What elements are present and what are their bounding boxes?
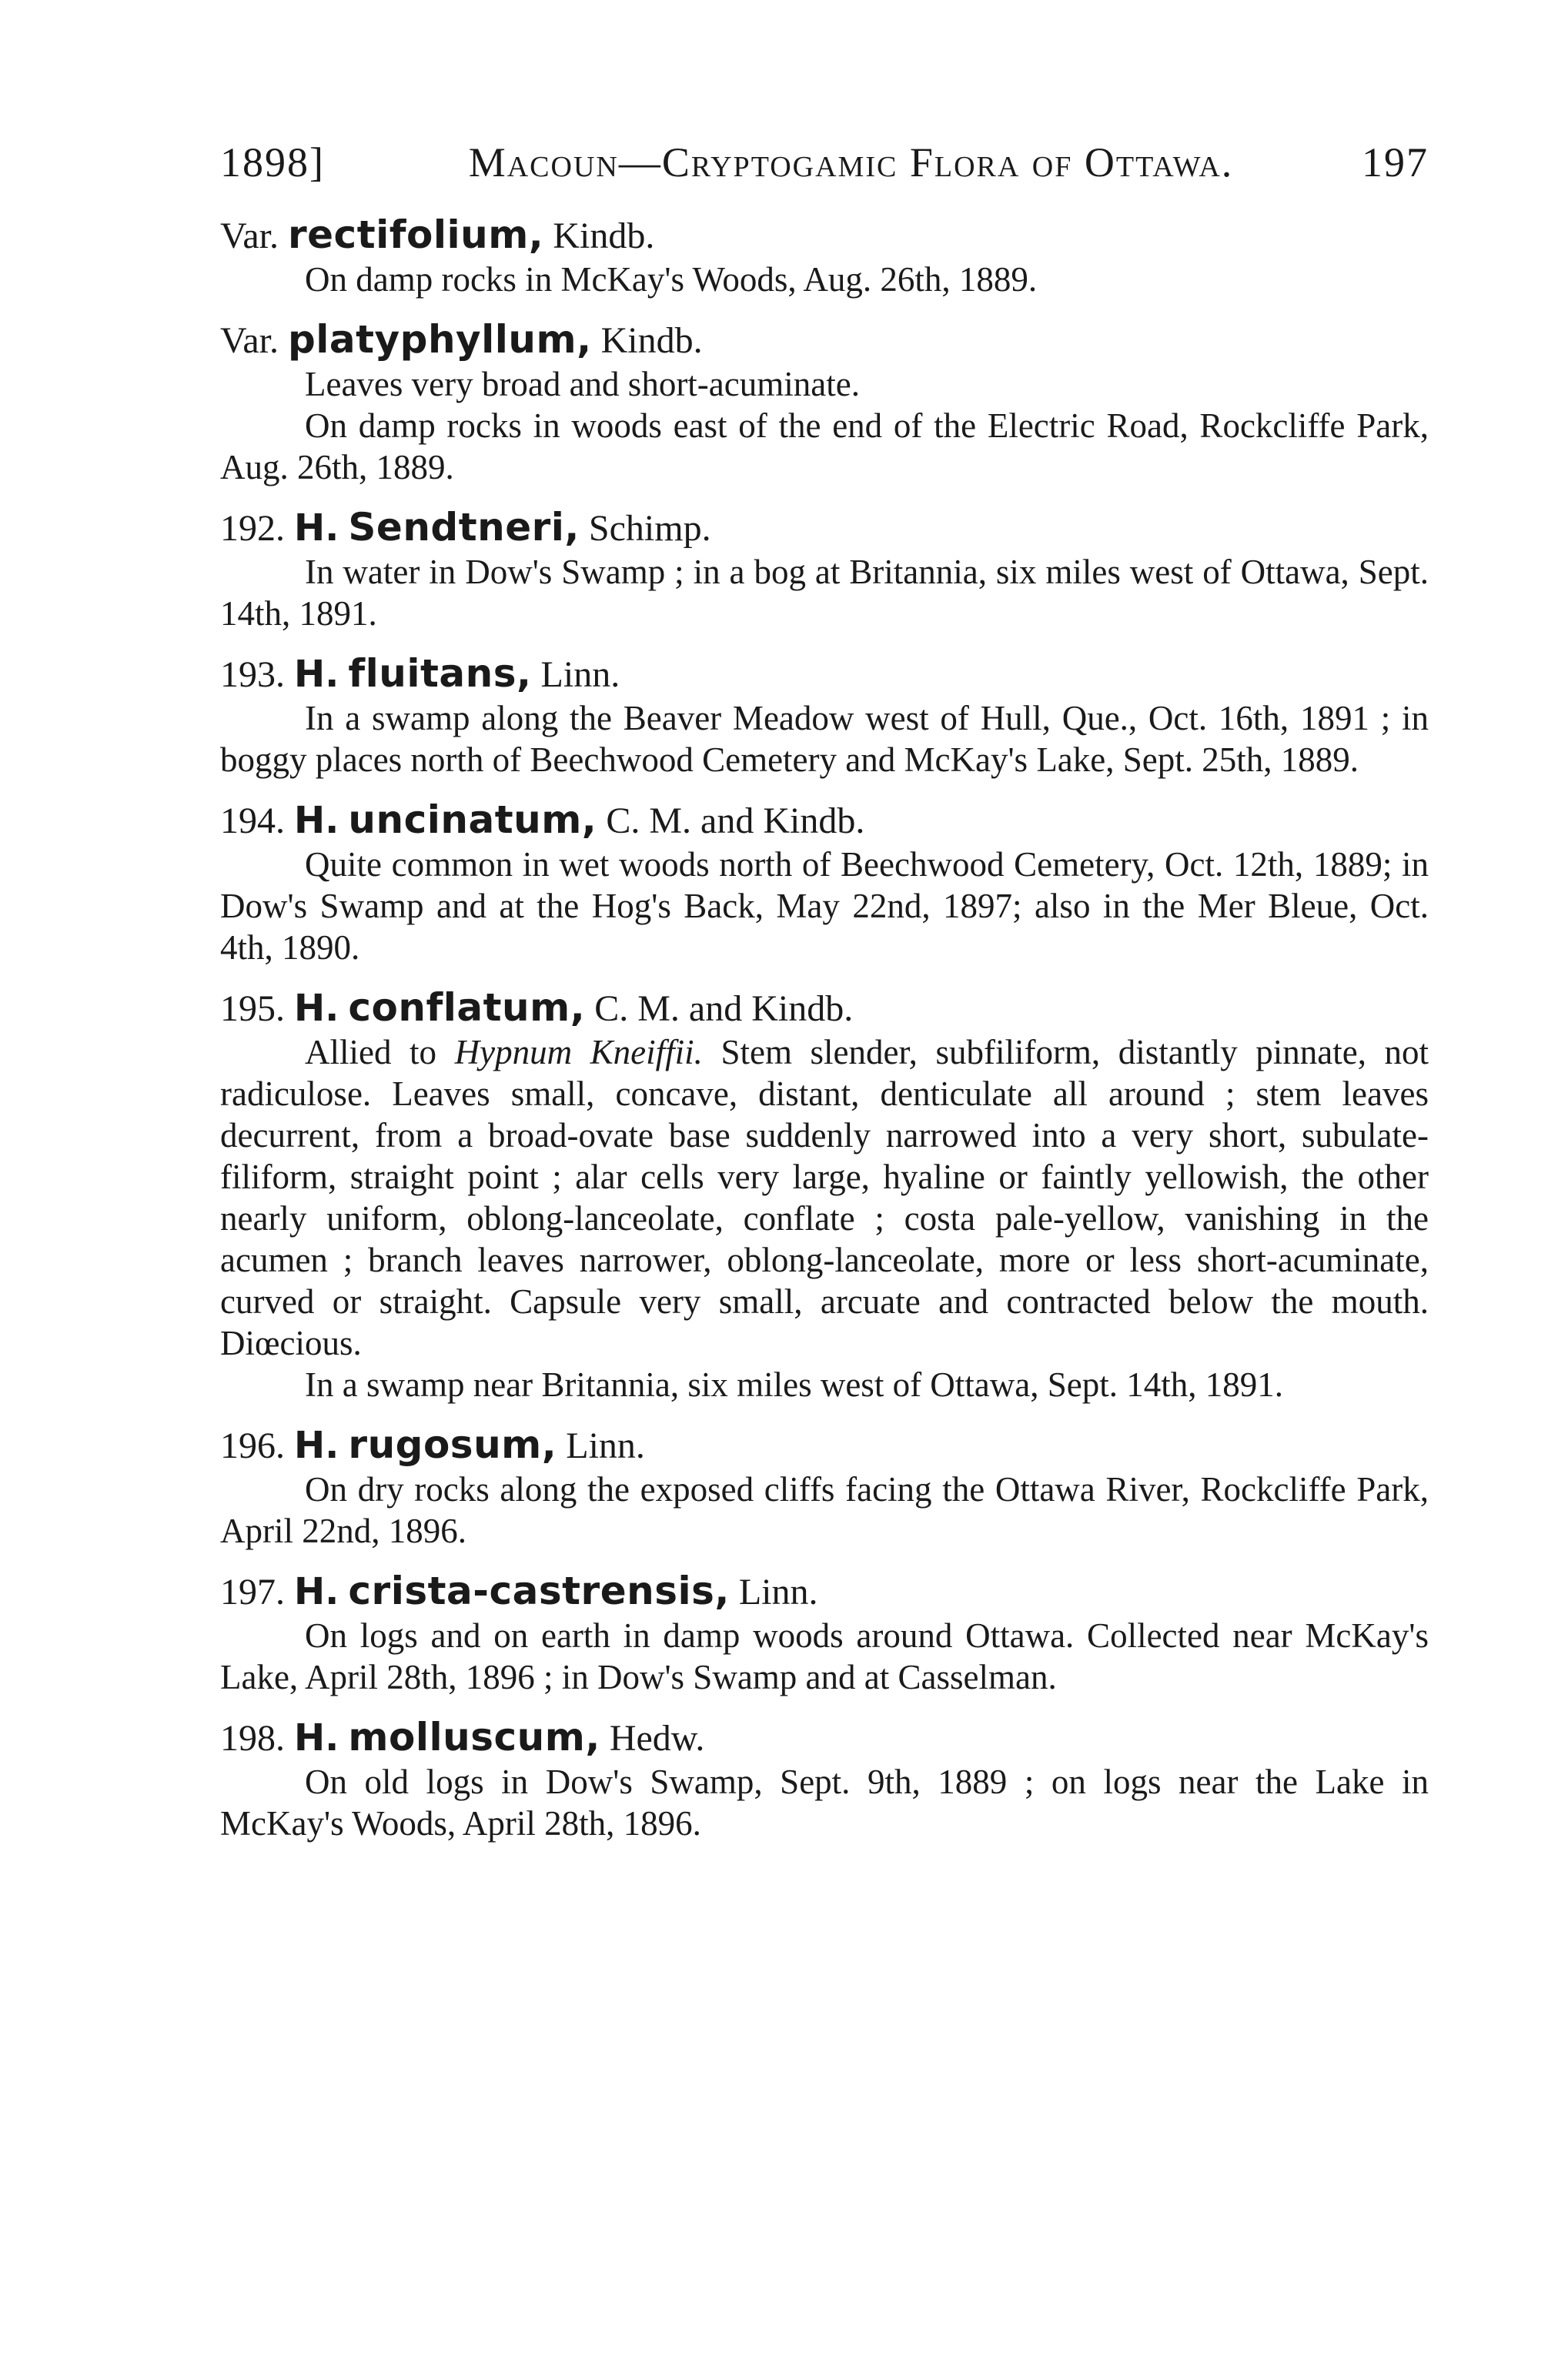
entry-heading bbox=[220, 797, 1429, 844]
entry-number: 193. bbox=[220, 654, 285, 695]
entry-paragraph: Leaves very broad and short-acuminate. bbox=[305, 365, 860, 403]
species-entry bbox=[220, 985, 1429, 1405]
species-authority: Linn. bbox=[566, 1425, 645, 1466]
entry-paragraph: In water in Dow's Swamp ; in a bog at Britannia, six miles west of Ottawa, Sept. 14th, 1891. bbox=[220, 553, 1429, 633]
species-authority: C. M. and Kindb. bbox=[594, 988, 854, 1029]
species-name: crista-castrensis, bbox=[348, 1569, 730, 1613]
species-entry bbox=[220, 797, 1429, 968]
entry-prefix: Var. bbox=[220, 320, 279, 361]
species-authority: Linn. bbox=[540, 654, 620, 695]
genus-abbrev: H. bbox=[294, 1570, 339, 1613]
entry-heading bbox=[220, 1569, 1429, 1615]
species-name: fluitans, bbox=[348, 651, 532, 696]
entry-heading bbox=[220, 505, 1429, 551]
page-number: 197 bbox=[1362, 139, 1429, 185]
species-entry bbox=[220, 1569, 1429, 1698]
genus-abbrev: H. bbox=[294, 1424, 339, 1467]
entry-heading bbox=[220, 1715, 1429, 1761]
entry-heading bbox=[220, 651, 1429, 697]
entry-heading bbox=[220, 985, 1429, 1031]
species-name: uncinatum, bbox=[348, 797, 597, 842]
species-authority: Schimp. bbox=[588, 508, 711, 549]
entry-paragraph bbox=[220, 1031, 1429, 1364]
species-entry bbox=[220, 1422, 1429, 1552]
species-entry bbox=[220, 317, 1429, 488]
species-authority: Linn. bbox=[738, 1572, 818, 1612]
entry-heading bbox=[220, 1422, 1429, 1469]
species-name: rugosum, bbox=[348, 1422, 557, 1467]
entry-paragraph: On dry rocks along the exposed cliffs facing the Ottawa River, Rockcliffe Park, April 22nd, 1896. bbox=[220, 1470, 1429, 1550]
entry-number: 198. bbox=[220, 1718, 285, 1759]
entry-paragraph: Quite common in wet woods north of Beechwood Cemetery, Oct. 12th, 1889; in Dow's Swamp and at the Hog's Back, May 22nd, 1897; also in the Mer Bleue, Oct. 4th, 1890. bbox=[220, 845, 1429, 967]
entry-heading bbox=[220, 212, 1429, 259]
species-entry bbox=[220, 212, 1429, 300]
description-text: Stem slender, subfiliform, distantly pinnate, not radiculose. Leaves small, concave, distant, denticulate all around ; stem leaves decurrent, from a broad-ovate base suddenly narrowed into a very short, subulate-filiform, straight point ; alar cells very large, hyaline or faintly yellowish, the other nearly uniform, oblong-lanceolate, conflate ; costa pale-yellow, vanishing in the acumen ; branch leaves narrower, oblong-lanceolate, more or less short-acuminate, curved or straight. Capsule very small, arcuate and contracted below the mouth. Diœcious. bbox=[220, 1033, 1429, 1362]
entry-paragraph: In a swamp along the Beaver Meadow west of Hull, Que., Oct. 16th, 1891 ; in boggy places north of Beechwood Cemetery and McKay's Lake, Sept. 25th, 1889. bbox=[220, 699, 1429, 779]
species-name: conflatum, bbox=[348, 985, 586, 1030]
entry-paragraph: On damp rocks in McKay's Woods, Aug. 26th, 1889. bbox=[305, 260, 1038, 299]
species-name: Sendtneri, bbox=[348, 505, 580, 550]
running-head bbox=[220, 139, 1429, 186]
entry-paragraph: On old logs in Dow's Swamp, Sept. 9th, 1889 ; on logs near the Lake in McKay's Woods, April 28th, 1896. bbox=[220, 1763, 1429, 1843]
genus-abbrev: H. bbox=[294, 799, 339, 842]
genus-abbrev: H. bbox=[294, 1716, 339, 1759]
species-authority: Kindb. bbox=[553, 216, 655, 256]
header-title: Macoun—Cryptogamic Flora of Ottawa. bbox=[468, 139, 1234, 185]
entry-prefix: Var. bbox=[220, 216, 279, 256]
species-entry bbox=[220, 505, 1429, 634]
header-year: 1898] bbox=[220, 139, 325, 185]
entry-number: 195. bbox=[220, 988, 285, 1029]
species-authority: Kindb. bbox=[600, 320, 703, 361]
entry-number: 192. bbox=[220, 508, 285, 549]
lead-text: Allied to bbox=[305, 1033, 437, 1071]
entry-number: 194. bbox=[220, 800, 285, 841]
species-name: molluscum, bbox=[348, 1715, 600, 1759]
species-entry bbox=[220, 651, 1429, 780]
entry-paragraph: In a swamp near Britannia, six miles west of Ottawa, Sept. 14th, 1891. bbox=[305, 1365, 1284, 1404]
entry-number: 197. bbox=[220, 1572, 285, 1612]
genus-abbrev: H. bbox=[294, 987, 339, 1030]
document-page bbox=[220, 139, 1429, 1861]
species-entry bbox=[220, 1715, 1429, 1844]
entry-heading bbox=[220, 317, 1429, 363]
species-authority: C. M. and Kindb. bbox=[606, 800, 865, 841]
entry-paragraph: On damp rocks in woods east of the end of the Electric Road, Rockcliffe Park, Aug. 26th, 1889. bbox=[220, 406, 1429, 486]
genus-abbrev: H. bbox=[294, 506, 339, 550]
entry-number: 196. bbox=[220, 1425, 285, 1466]
genus-abbrev: H. bbox=[294, 653, 339, 696]
species-name: rectifolium, bbox=[287, 212, 544, 257]
lead-italic: Hypnum Kneiffii. bbox=[454, 1033, 703, 1071]
entry-paragraph: On logs and on earth in damp woods around Ottawa. Collected near McKay's Lake, April 28th, 1896 ; in Dow's Swamp and at Casselman. bbox=[220, 1616, 1429, 1696]
species-name: platyphyllum, bbox=[287, 317, 592, 362]
species-authority: Hedw. bbox=[609, 1718, 705, 1759]
